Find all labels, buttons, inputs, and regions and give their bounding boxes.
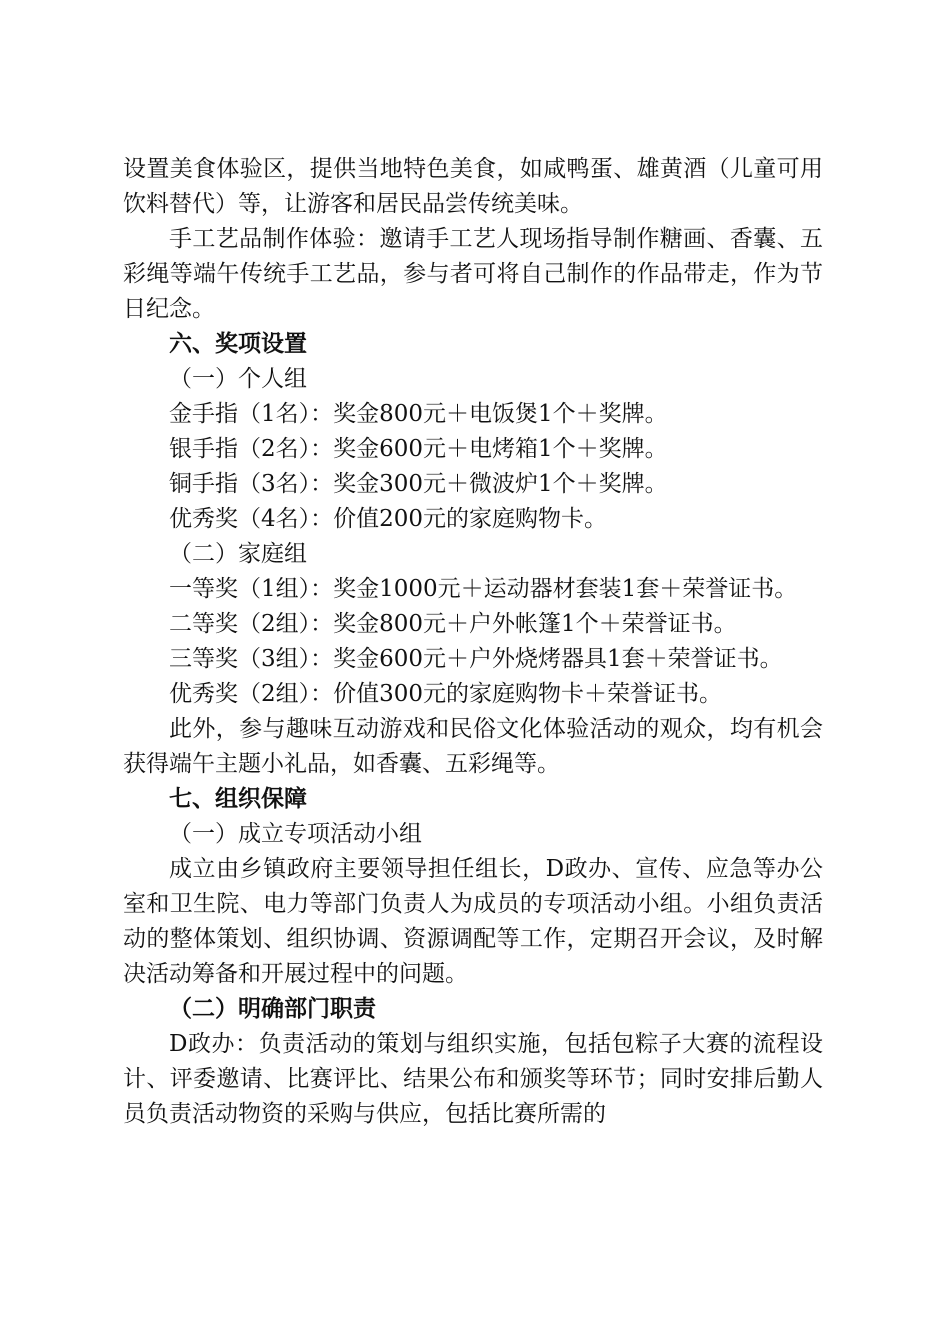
subheading-department-duties: （二）明确部门职责 <box>169 996 376 1022</box>
section-heading-awards: 六、奖项设置 <box>169 331 307 357</box>
paragraph-small-gifts: 此外，参与趣味互动游戏和民俗文化体验活动的观众，均有机会获得端午主题小礼品，如香囊、五彩绳等。 <box>123 716 823 777</box>
subheading-special-group: （一）成立专项活动小组 <box>169 821 422 847</box>
award-family-first: 一等奖（1组）：奖金1000元＋运动器材套装1套＋荣誉证书。 <box>169 576 798 602</box>
award-bronze-finger: 铜手指（3名）：奖金300元＋微波炉1个＋奖牌。 <box>169 471 668 497</box>
award-individual-excellence: 优秀奖（4名）：价值200元的家庭购物卡。 <box>169 506 608 532</box>
award-family-third: 三等奖（3组）：奖金600元＋户外烧烤器具1套＋荣誉证书。 <box>169 646 783 672</box>
section-heading-organization: 七、组织保障 <box>169 786 307 812</box>
paragraph-special-group: 成立由乡镇政府主要领导担任组长，D政办、宣传、应急等办公室和卫生院、电力等部门负责人为成员的专项活动小组。小组负责活动的整体策划、组织协调、资源调配等工作，定期召开会议，及时解决活动筹备和开展过程中的问题。 <box>123 856 823 987</box>
paragraph-handicraft: 手工艺品制作体验：邀请手工艺人现场指导制作糖画、香囊、五彩绳等端午传统手工艺品，参与者可将自己制作的作品带走，作为节日纪念。 <box>123 226 823 322</box>
award-family-excellence: 优秀奖（2组）：价值300元的家庭购物卡＋荣誉证书。 <box>169 681 723 707</box>
subheading-individual-group: （一）个人组 <box>169 366 307 392</box>
award-family-second: 二等奖（2组）：奖金800元＋户外帐篷1个＋荣誉证书。 <box>169 611 737 637</box>
paragraph-food-area: 设置美食体验区，提供当地特色美食，如咸鸭蛋、雄黄酒（儿童可用饮料替代）等，让游客和居民品尝传统美味。 <box>123 156 823 217</box>
subheading-family-group: （二）家庭组 <box>169 541 307 567</box>
award-silver-finger: 银手指（2名）：奖金600元＋电烤箱1个＋奖牌。 <box>169 436 668 462</box>
document-body <box>123 152 823 1132</box>
paragraph-d-office-duties: D政办：负责活动的策划与组织实施，包括包粽子大赛的流程设计、评委邀请、比赛评比、结果公布和颁奖等环节；同时安排后勤人员负责活动物资的采购与供应，包括比赛所需的 <box>123 1031 823 1127</box>
award-gold-finger: 金手指（1名）：奖金800元＋电饭煲1个＋奖牌。 <box>169 401 668 427</box>
